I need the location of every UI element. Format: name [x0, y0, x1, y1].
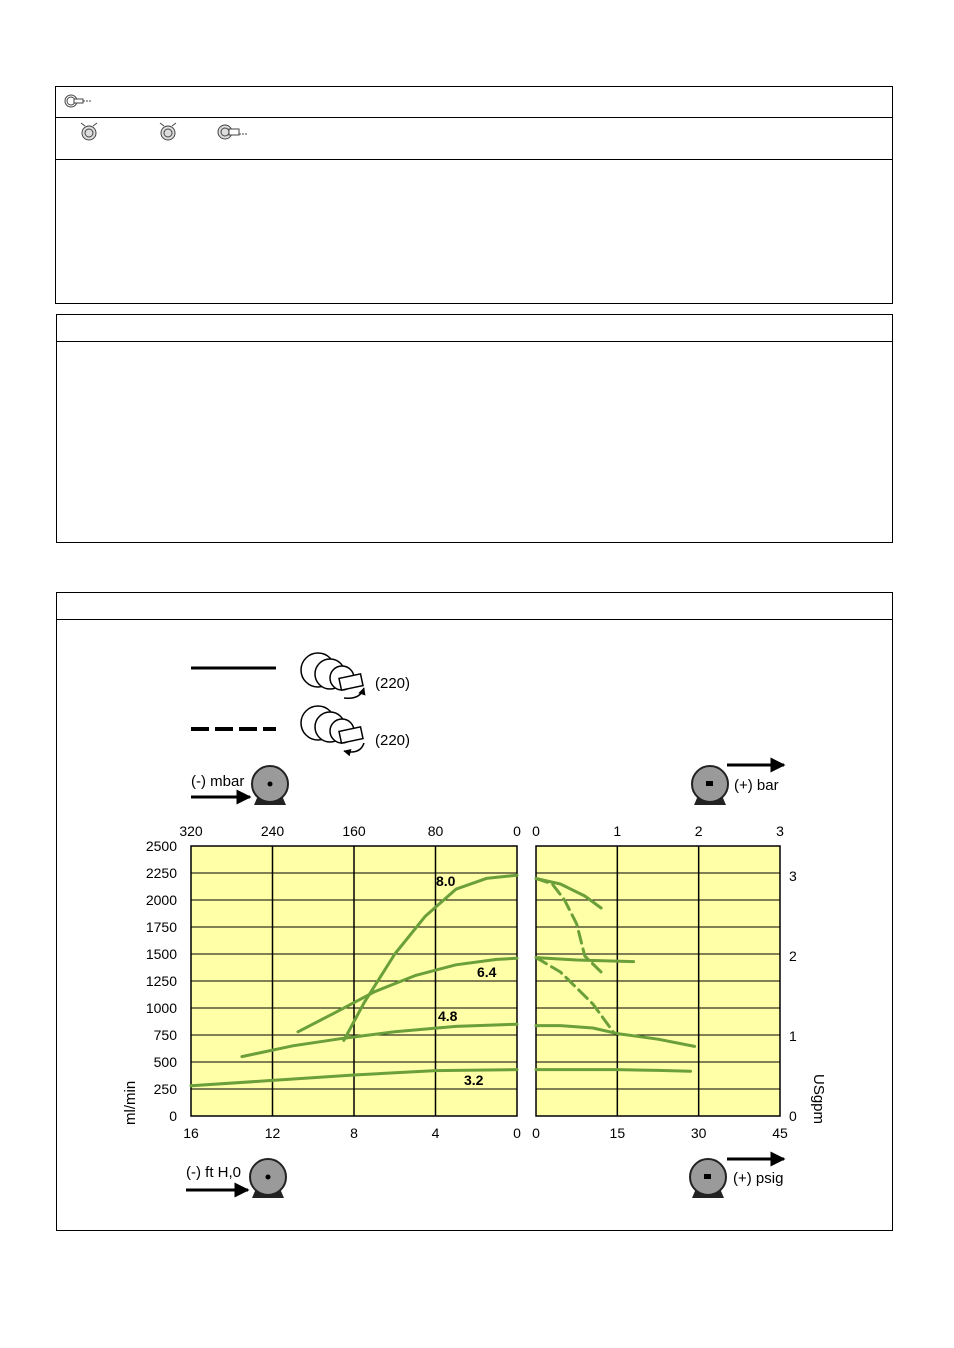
x-top-tick-label-right: 2	[694, 823, 703, 839]
series-line-pressure-solid	[536, 1070, 691, 1072]
pressure-label-bottom: (+) psig	[733, 1170, 784, 1187]
x-bottom-tick-label-right: 15	[609, 1125, 626, 1141]
legend-dashed-code: (220)	[375, 732, 411, 749]
y-tick-label-left: 2000	[145, 892, 177, 908]
y-tick-label-left: 2500	[145, 838, 177, 854]
y-tick-label-right: 1	[789, 1028, 797, 1044]
y-tick-label-left: 2250	[145, 865, 177, 881]
legend-solid-code: (220)	[375, 675, 411, 692]
pressure-label-top: (+) bar	[734, 777, 779, 794]
x-bottom-tick-label-right: 0	[532, 1125, 540, 1141]
y-tick-label-left: 1500	[145, 946, 177, 962]
curve-label-4-8: 4.8	[438, 1008, 458, 1024]
rotation-counterclockwise-icon	[301, 706, 364, 752]
x-bottom-tick-label-left: 0	[513, 1125, 521, 1141]
y-tick-label-left: 750	[153, 1027, 177, 1043]
y-tick-label-right: 2	[789, 948, 797, 964]
x-top-tick-label-right: 3	[776, 823, 784, 839]
curve-label-8-0: 8.0	[436, 873, 456, 889]
x-bottom-tick-label-left: 4	[431, 1125, 440, 1141]
x-top-tick-label-right: 1	[613, 823, 622, 839]
x-top-tick-label-left: 0	[513, 823, 521, 839]
pressure-pump-icon-top	[692, 766, 728, 805]
y-tick-label-left: 1250	[145, 973, 177, 989]
vacuum-pump-icon-bottom	[250, 1159, 286, 1198]
pressure-pump-icon-bottom	[690, 1159, 726, 1198]
x-top-tick-label-left: 160	[342, 823, 366, 839]
y-tick-label-left: 1000	[145, 1000, 177, 1016]
vacuum-pump-icon-top	[252, 766, 288, 805]
y-tick-label-left: 250	[153, 1081, 177, 1097]
x-bottom-tick-label-right: 45	[772, 1125, 788, 1141]
curve-label-6-4: 6.4	[477, 964, 497, 980]
x-bottom-tick-label-left: 12	[264, 1125, 281, 1141]
y-tick-label-left: 500	[153, 1054, 177, 1070]
x-top-tick-label-left: 320	[179, 823, 203, 839]
x-bottom-tick-label-right: 30	[690, 1125, 707, 1141]
chart-legend	[191, 653, 410, 752]
x-top-tick-label-left: 240	[260, 823, 285, 839]
y-tick-label-left: 0	[169, 1108, 177, 1124]
x-top-tick-label-right: 0	[532, 823, 540, 839]
y-tick-label-right: 3	[789, 868, 797, 884]
x-bottom-tick-label-left: 16	[183, 1125, 199, 1141]
curve-label-3-2: 3.2	[464, 1072, 484, 1088]
y-axis-label-left: ml/min	[122, 1080, 139, 1125]
vacuum-label-bottom: (-) ft H,0	[186, 1164, 241, 1181]
y-tick-label-left: 1750	[145, 919, 177, 935]
x-top-tick-label-left: 80	[427, 823, 444, 839]
y-tick-label-right: 0	[789, 1108, 797, 1124]
y-axis-label-right: USgpm	[810, 1074, 827, 1125]
vacuum-label-top: (-) mbar	[191, 773, 245, 790]
rotation-clockwise-icon	[301, 653, 364, 698]
x-bottom-tick-label-left: 8	[350, 1125, 358, 1141]
